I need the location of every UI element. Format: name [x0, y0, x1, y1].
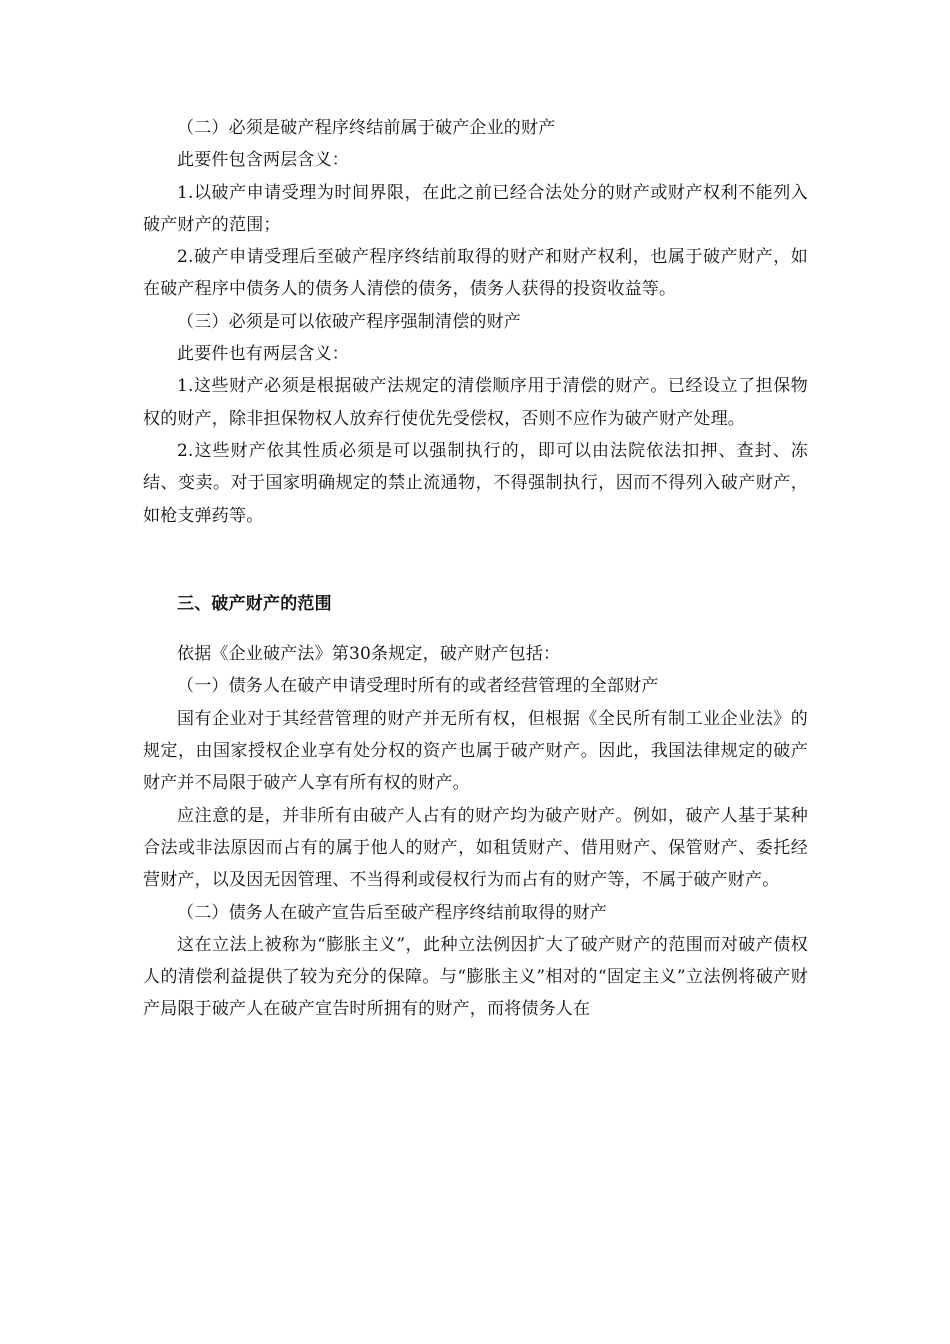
section-heading: 三、破产财产的范围 [177, 593, 332, 614]
paragraph: 依据《企业破产法》第30条规定，破产财产包括： [177, 644, 561, 665]
subheading-two-b: （二）债务人在破产宣告后至破产程序终结前取得的财产 [177, 902, 607, 923]
paragraph: 应注意的是，并非所有由破产人占有的财产均为破产财产。例如，破产人基于某种合法或非法原因而占有的属于他人的财产，如租赁财产、借用财产、保管财产、委托经营财产，以及因无因管理、不当得利或侵权行为而占有的财产等，不属于破产财产。 [143, 805, 808, 891]
document-body [143, 112, 808, 1026]
subheading-two: （二）必须是破产程序终结前属于破产企业的财产 [177, 118, 556, 138]
paragraph: 1.这些财产必须是根据破产法规定的清偿顺序用于清偿的财产。已经设立了担保物权的财产，除非担保物权人放弃行使优先受偿权，否则不应作为破产财产处理。 [143, 376, 808, 429]
subheading-one: （一）债务人在破产申请受理时所有的或者经营管理的全部财产 [177, 676, 659, 697]
paragraph: 1.以破产申请受理为时间界限，在此之前已经合法处分的财产或财产权利不能列入破产财产的范围； [143, 182, 808, 235]
paragraph: 这在立法上被称为“膨胀主义”，此种立法例因扩大了破产财产的范围而对破产债权人的清偿利益提供了较为充分的保障。与“膨胀主义”相对的“固定主义”立法例将破产财产局限于破产人在破产宣告时所拥有的财产，而将债务人在 [143, 934, 808, 1020]
paragraph: 国有企业对于其经营管理的财产并无所有权，但根据《全民所有制工业企业法》的规定，由国家授权企业享有处分权的资产也属于破产财产。因此，我国法律规定的破产财产并不局限于破产人享有所有权的财产。 [143, 708, 808, 794]
paragraph: 此要件也有两层含义： [177, 344, 349, 365]
heading-spacer [143, 620, 808, 638]
subheading-three: （三）必须是可以依破产程序强制清偿的财产 [177, 311, 521, 332]
paragraph: 2.这些财产依其性质必须是可以强制执行的，即可以由法院依法扣押、查封、冻结、变卖。对于国家明确规定的禁止流通物，不得强制执行，因而不得列入破产财产，如枪支弹药等。 [143, 440, 808, 526]
paragraph: 此要件包含两层含义： [177, 150, 349, 171]
paragraph: 2.破产申请受理后至破产程序终结前取得的财产和财产权利，也属于破产财产，如在破产程序中债务人的债务人清偿的债务，债务人获得的投资收益等。 [143, 247, 808, 300]
section-spacer [143, 532, 808, 588]
